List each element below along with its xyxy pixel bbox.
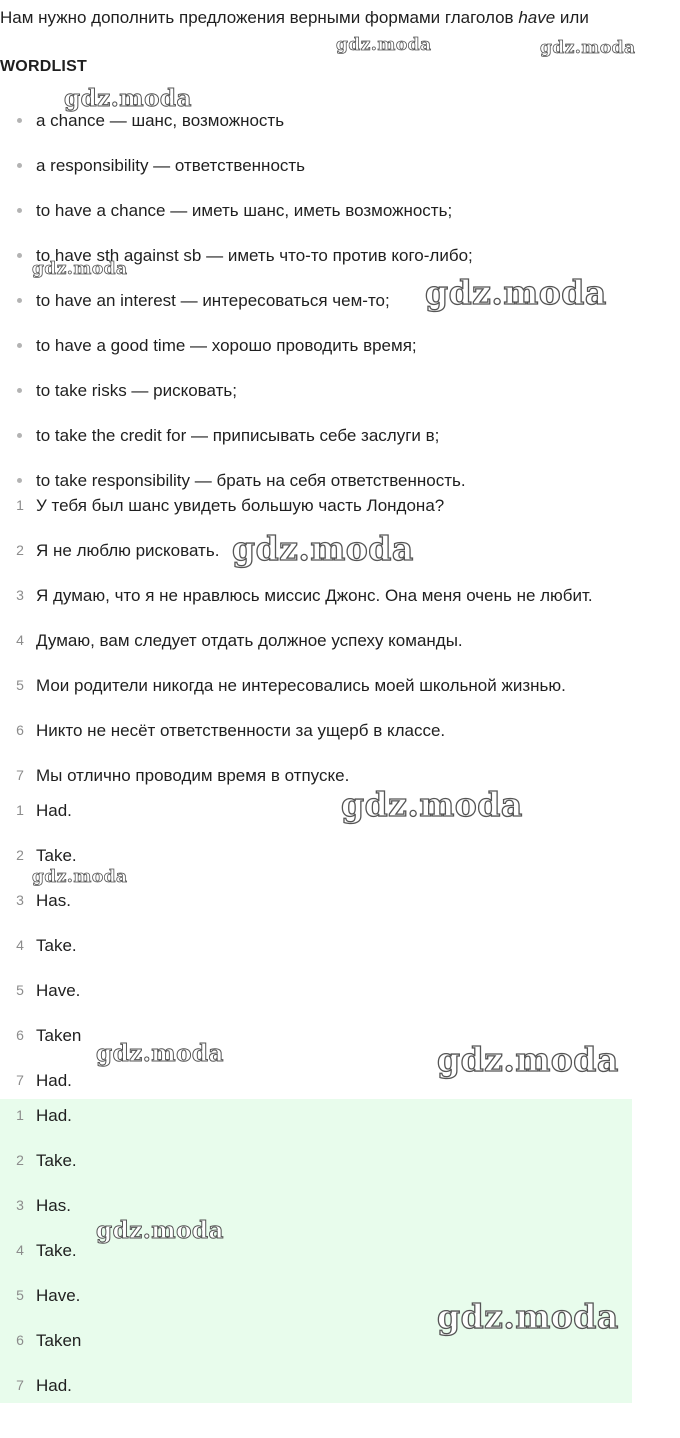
item-number: 6 [16,722,24,738]
bullet-icon [17,433,22,438]
item-number: 2 [16,542,24,558]
wordlist-item-text: to have sth against sb — иметь что-то против кого-либо; [36,246,473,265]
wordlist-item-text: to have a good time — хорошо проводить время; [36,336,417,355]
watermark: gdz.moda [336,35,432,55]
item-number: 4 [16,937,24,953]
intro-after: или [555,8,589,27]
answer-text: Has. [36,891,71,910]
bullet-icon [17,208,22,213]
answer-text: Had. [36,1071,72,1090]
item-number: 7 [16,1072,24,1088]
wordlist-item-text: to have a chance — иметь шанс, иметь возможность; [36,201,453,220]
watermark: gdz.moda [96,1040,224,1067]
wordlist-item-text: to take risks — рисковать; [36,381,237,400]
intro-verb: have [518,8,556,27]
watermark: gdz.moda [232,529,414,568]
translation-text: Я не люблю рисковать. [36,541,220,560]
wordlist-item-text: to take the credit for — приписывать себе заслуги в; [36,426,440,445]
answer-text: Taken [36,1026,82,1045]
bullet-icon [17,388,22,393]
intro-text [0,6,680,38]
highlighted-answer-block [0,1099,632,1403]
answer-text: Take. [36,1241,77,1260]
item-number: 7 [16,767,24,783]
watermark: gdz.moda [96,1217,224,1244]
watermark: gdz.moda [437,1040,619,1079]
answer-text: Had. [36,1106,72,1125]
item-number: 6 [16,1332,24,1348]
item-number: 3 [16,892,24,908]
bullet-icon [17,118,22,123]
item-number: 6 [16,1027,24,1043]
watermark: gdz.moda [32,259,128,279]
answer-text: Take. [36,846,77,865]
item-number: 3 [16,587,24,603]
wordlist-item-text: to take responsibility — брать на себя ответственность. [36,471,466,490]
item-number: 1 [16,802,24,818]
wordlist-item-text: a responsibility — ответственность [36,156,306,175]
wordlist-item-text: a chance — шанс, возможность [36,111,285,130]
translation-text: Мои родители никогда не интересовались моей школьной жизнью. [36,676,566,695]
answer-text: Has. [36,1196,71,1215]
item-number: 3 [16,1197,24,1213]
answer-text: Taken [36,1331,82,1350]
wordlist-heading: WORDLIST [0,58,87,75]
translation-text: Мы отлично проводим время в отпуске. [36,766,350,785]
translation-text: Никто не несёт ответственности за ущерб в классе. [36,721,446,740]
translation-text: Я думаю, что я не нравлюсь миссис Джонс. Она меня очень не любит. [36,586,593,605]
item-number: 5 [16,982,24,998]
wordlist-item-text: to have an interest — интересоваться чем-то; [36,291,390,310]
bullet-icon [17,298,22,303]
answer-text: Take. [36,936,77,955]
watermark: gdz.moda [32,867,128,887]
translation-text: Думаю, вам следует отдать должное успеху команды. [36,631,463,650]
answer-text: Take. [36,1151,77,1170]
answer-text: Had. [36,801,72,820]
item-number: 4 [16,1242,24,1258]
watermark: gdz.moda [425,273,607,312]
item-number: 5 [16,1287,24,1303]
watermark: gdz.moda [437,1297,619,1336]
bullet-icon [17,253,22,258]
bullet-icon [17,163,22,168]
item-number: 2 [16,1152,24,1168]
watermark: gdz.moda [341,785,523,824]
item-number: 7 [16,1377,24,1393]
watermark: gdz.moda [64,85,192,112]
bullet-icon [17,343,22,348]
answer-text: Have. [36,981,81,1000]
intro-before: Нам нужно дополнить предложения верными формами глаголов [0,8,519,27]
translation-text: У тебя был шанс увидеть большую часть Лондона? [36,496,445,515]
item-number: 1 [16,497,24,513]
item-number: 4 [16,632,24,648]
item-number: 1 [16,1107,24,1123]
watermark: gdz.moda [540,38,636,58]
item-number: 2 [16,847,24,863]
item-number: 5 [16,677,24,693]
answer-text: Had. [36,1376,72,1395]
answer-text: Have. [36,1286,81,1305]
